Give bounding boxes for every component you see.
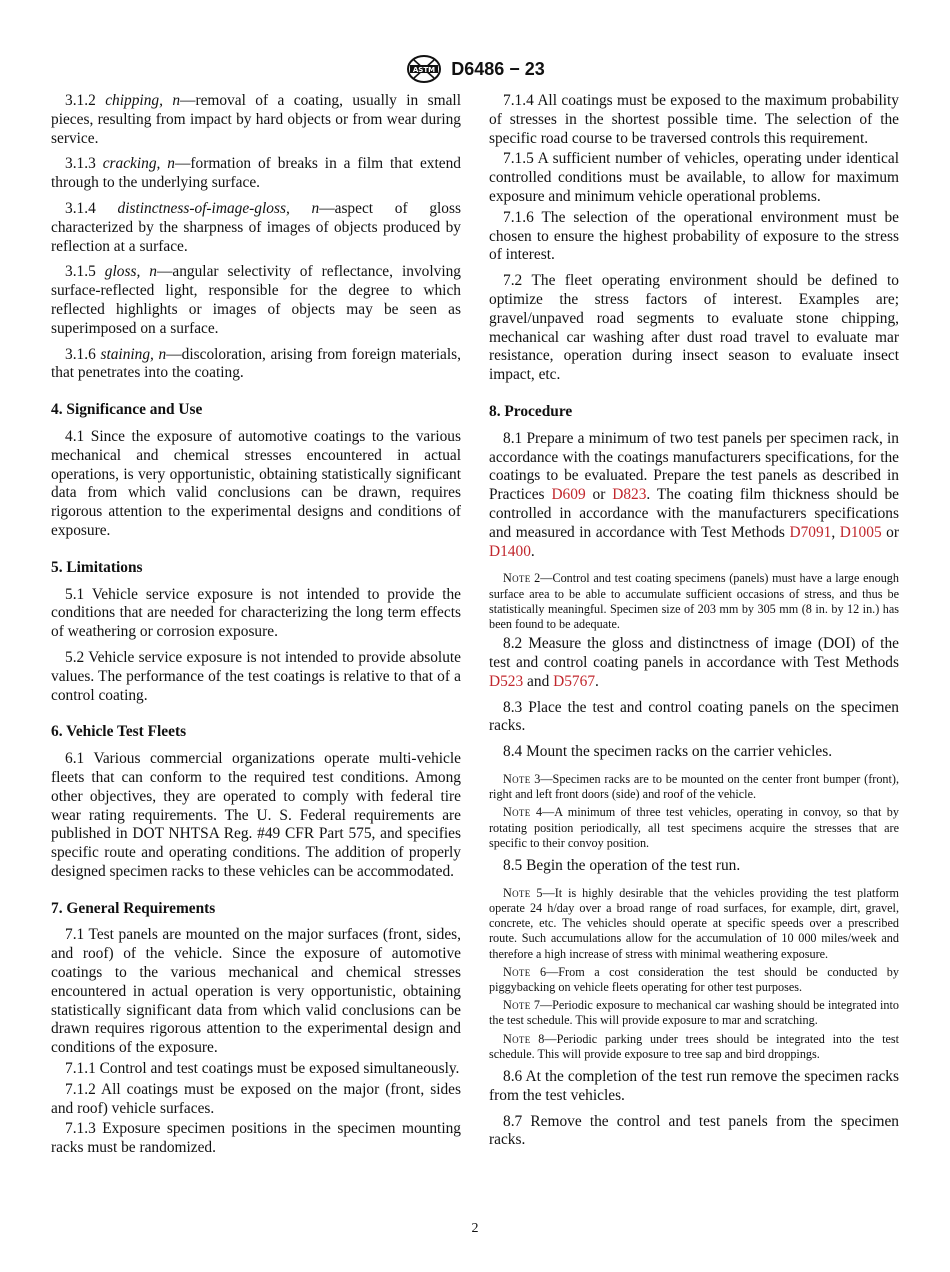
paragraph-7-1-6: 7.1.6 The selection of the operational environment must be chosen to ensure the highest probability of exposure to the stress of interest. xyxy=(489,208,899,264)
paragraph-8-6: 8.6 At the completion of the test run remove the specimen racks from the test vehicles. xyxy=(489,1067,899,1104)
note-3: Note 3—Specimen racks are to be mounted on the center front bumper (front), right and left front doors (side) and roof of the vehicle. xyxy=(489,771,899,802)
ref-link-d5767[interactable]: D5767 xyxy=(553,672,596,690)
note-8: Note 8—Periodic parking under trees should be integrated into the test schedule. This will provide exposure to tree sap and bird droppings. xyxy=(489,1031,899,1061)
definition-3-1-2: 3.1.2 chipping, n—removal of a coating, usually in small pieces, resulting from impact by hard objects or from wear during service. xyxy=(51,92,461,147)
note-5: Note 5—It is highly desirable that the vehicles providing the test platform operate 24 h/day over a broad range of road surfaces, for example, dirt, gravel, concrete, etc. The vehicles should operate at specific speeds over a prescribed route. Such accumulations allow for the accumulation of 10 000 miles/week and therefore a high increase of stress with minimal weathering exposure. xyxy=(489,885,899,961)
document-designation: D6486 − 23 xyxy=(451,58,545,79)
paragraph-8-4: 8.4 Mount the specimen racks on the carrier vehicles. xyxy=(503,743,833,761)
definition-3-1-6: 3.1.6 staining, n—discoloration, arising from foreign materials, that penetrates into the coating. xyxy=(51,345,461,382)
page-number: 2 xyxy=(471,1221,479,1236)
definition-3-1-3: 3.1.3 cracking, n—formation of breaks in a film that extend through to the underlying surface. xyxy=(51,155,461,192)
right-column xyxy=(489,92,899,1157)
paragraph-7-2: 7.2 The fleet operating environment should be defined to optimize the stress factors of interest. Examples are; gravel/unpaved road segments to evaluate stone chipping, mechanical car washing after dust road travel to evaluate mar resistance, operation during insect season to evaluate insect impact, etc. xyxy=(489,272,899,384)
definition-3-1-4: 3.1.4 distinctness-of-image-gloss, n—aspect of gloss characterized by the sharpness of images of objects produced by reflection at a surface. xyxy=(51,199,461,255)
paragraph-8-3: 8.3 Place the test and control coating panels on the specimen racks. xyxy=(489,698,899,735)
note-7: Note 7—Periodic exposure to mechanical car washing should be integrated into the test schedule. This will provide exposure to mar and scratching. xyxy=(489,998,899,1028)
page-header xyxy=(0,54,950,84)
section-5-heading: 5. Limitations xyxy=(51,558,143,576)
section-4-heading: 4. Significance and Use xyxy=(51,401,203,419)
note-6: Note 6—From a cost consideration the test should be conducted by piggybacking on vehicle fleets operating for other test purposes. xyxy=(489,964,899,994)
ref-link-d1400[interactable]: D1400 xyxy=(489,542,531,560)
section-8-heading: 8. Procedure xyxy=(489,402,573,420)
paragraph-7-1-4: 7.1.4 All coatings must be exposed to the maximum probability of stresses in the shortest possible time. The selection of the specific road course to be traversed controls this requirement. xyxy=(489,92,899,147)
paragraph-8-2: 8.2 Measure the gloss and distinctness of image (DOI) of the test and control coating panels in accordance with Test Methods D523 and D5767. xyxy=(489,635,899,690)
svg-text:ASTM: ASTM xyxy=(413,66,436,74)
paragraph-7-1-2: 7.1.2 All coatings must be exposed on the major (front, sides and roof) vehicle surfaces. xyxy=(51,1080,461,1117)
note-2: Note 2—Control and test coating specimens (panels) must have a large enough surface area to be able to accumulate sufficient occasions of stress, and thus be statistically meaningful. Specimen size of 203 mm by 305 mm (8 in. by 12 in.) has been found to be adequate. xyxy=(489,571,899,631)
paragraph-7-1-1: 7.1.1 Control and test coatings must be exposed simultaneously. xyxy=(65,1060,460,1078)
paragraph-7-1-5: 7.1.5 A sufficient number of vehicles, operating under identical controlled conditions must be available, to allow for maximum exposure and minimum vehicle operational problems. xyxy=(489,150,899,205)
paragraph-6-1: 6.1 Various commercial organizations operate multi-vehicle fleets that can conform to the required test conditions. Among other objectives, they are operated to comply with federal tire wear rating requirements. The U. S. Federal requirements are published in DOT NHTSA Reg. #49 CFR Part 575, and specifies specific route and operating conditions. The addition of properly designed specimen racks to these vehicles can be accommodated. xyxy=(51,750,461,880)
astm-logo-icon xyxy=(405,54,443,84)
paragraph-5-1: 5.1 Vehicle service exposure is not intended to provide the conditions that are needed for characterizing the long term effects of weathering or corrosion exposure. xyxy=(51,585,461,641)
paragraph-7-1: 7.1 Test panels are mounted on the major surfaces (front, sides, and roof) of the vehicle. Since the exposure of automotive coatings to the various mechanical and chemical stresses encountered in actual operation is very opportunistic, obtaining statistically significant data from which valid conclusions can be drawn requires rigorous attention to the experimental design and conditions of the exposure. xyxy=(51,926,461,1057)
definition-3-1-5: 3.1.5 gloss, n—angular selectivity of reflectance, involving surface-reflected light, responsible for the degree to which reflected highlights or images of objects may be seen as superimposed on a surface. xyxy=(51,263,461,337)
paragraph-8-7: 8.7 Remove the control and test panels from the specimen racks. xyxy=(489,1112,899,1149)
ref-link-d1005[interactable]: D1005 xyxy=(839,523,882,541)
note-4: Note 4—A minimum of three test vehicles, operating in convoy, so that by rotating position periodically, all test specimens acquire the stresses that are specific to their convoy position. xyxy=(489,805,899,850)
section-6-heading: 6. Vehicle Test Fleets xyxy=(51,723,187,741)
paragraph-4-1: 4.1 Since the exposure of automotive coatings to the various mechanical and chemical stresses encountered in actual operations, is very opportunistic, obtaining statistically significant data from which valid conclusions can be drawn, requires rigorous attention to the experimental designs and conditions of exposure. xyxy=(51,427,461,539)
ref-link-d609[interactable]: D609 xyxy=(551,486,586,504)
paragraph-5-2: 5.2 Vehicle service exposure is not intended to provide absolute values. The performance of the test coatings is relative to that of a control coating. xyxy=(51,648,461,704)
ref-link-d7091[interactable]: D7091 xyxy=(789,523,832,541)
paragraph-8-1: 8.1 Prepare a minimum of two test panels per specimen rack, in accordance with the coatings manufacturers specifications, for the coatings to be evaluated. Prepare the test panels as described in Practices D609 or D823. The coating film thickness should be controlled in accordance with the manufacturers specifications and measured in accordance with Test Methods D7091, D1005 or D1400. xyxy=(489,429,900,560)
section-7-heading: 7. General Requirements xyxy=(51,899,216,917)
paragraph-7-1-3: 7.1.3 Exposure specimen positions in the specimen mounting racks must be randomized. xyxy=(51,1120,461,1157)
left-column xyxy=(51,92,461,1160)
ref-link-d823[interactable]: D823 xyxy=(612,486,647,504)
paragraph-8-5: 8.5 Begin the operation of the test run. xyxy=(503,856,741,874)
ref-link-d523[interactable]: D523 xyxy=(489,672,524,690)
